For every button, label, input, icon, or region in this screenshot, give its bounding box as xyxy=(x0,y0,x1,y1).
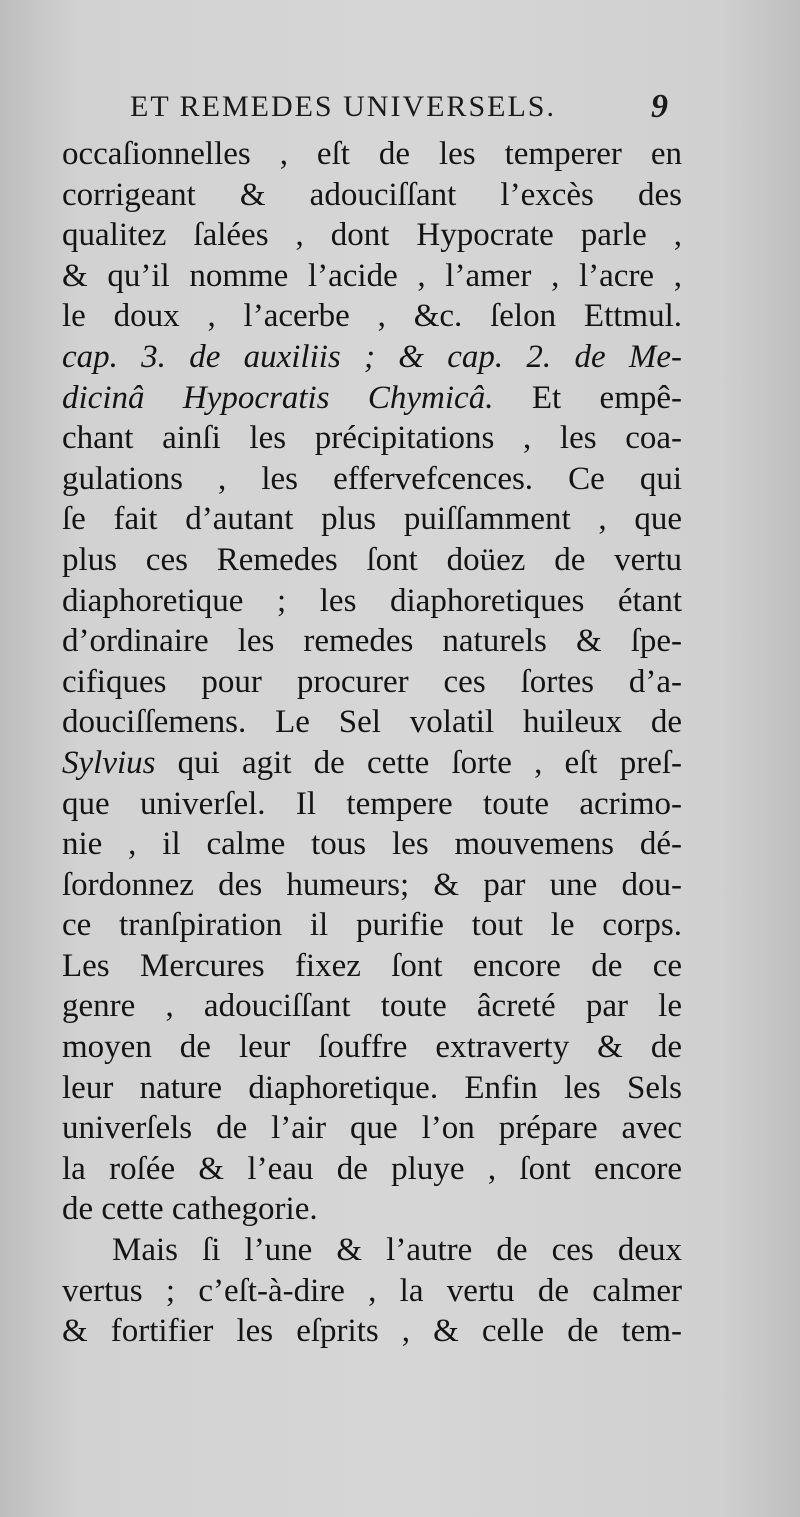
text-line: la roſée & l’eau de pluye , ſont encore xyxy=(62,1150,682,1187)
text-line xyxy=(62,378,682,419)
text-line: & fortifier les eſprits , & celle de tem- xyxy=(62,1313,682,1350)
text-fragment: qui agit de cette ſorte , eſt preſ- xyxy=(177,744,683,781)
text-line: vertus ; c’eſt-à-dire , la vertu de calmer xyxy=(62,1272,682,1309)
text-line: chant ainſi les précipitations , les coa- xyxy=(62,420,682,457)
text-line-paragraph-end: de cette cathegorie. xyxy=(62,1191,318,1228)
text-line: ſordonnez des humeurs; & par une dou- xyxy=(62,866,682,903)
text-line: diaphoretique ; les diaphoretiques étant xyxy=(62,582,682,619)
text-line: corrigeant & adouciſſant l’excès des xyxy=(62,176,682,213)
body-text xyxy=(62,134,682,1352)
text-line: le doux , l’acerbe , &c. ſelon Ettmul. xyxy=(62,298,682,335)
text-line: gulations , les effervefcences. Ce qui xyxy=(62,460,682,497)
text-line: que univerſel. Il tempere toute acrimo- xyxy=(62,785,682,822)
text-line: d’ordinaire les remedes naturels & ſpe- xyxy=(62,623,682,660)
text-line: plus ces Remedes ſont doüez de vertu xyxy=(62,541,682,578)
text-line: univerſels de l’air que l’on prépare avec xyxy=(62,1110,682,1147)
text-line: moyen de leur ſouffre extraverty & de xyxy=(62,1029,682,1066)
author-name: Sylvius xyxy=(62,744,156,781)
text-line: qualitez ſalées , dont Hypocrate parle , xyxy=(62,217,682,254)
citation-title: dicinâ Hypocratis Chymicâ. xyxy=(62,379,494,416)
text-line: ce tranſpiration il purifie tout le corps. xyxy=(62,907,682,944)
text-line: occaſionnelles , eſt de les temperer en xyxy=(62,136,682,172)
text-line: ſe fait d’autant plus puiſſamment , que xyxy=(62,501,682,538)
text-line: nie , il calme tous les mouvemens dé- xyxy=(62,826,682,863)
text-line: Les Mercures fixez ſont encore de ce xyxy=(62,947,682,984)
text-line: douciſſemens. Le Sel volatil huileux de xyxy=(62,704,682,741)
running-title: ET REMEDES UNIVERSELS. xyxy=(130,90,556,123)
text-line: & qu’il nomme l’acide , l’amer , l’acre , xyxy=(62,257,682,294)
text-line: cifiques pour procurer ces ſortes d’a- xyxy=(62,663,682,700)
text-line-paragraph-start: Mais ſi l’une & l’autre de ces deux xyxy=(112,1232,682,1269)
page-header xyxy=(120,88,680,128)
text-fragment: Et empê- xyxy=(531,379,683,416)
page-number: 9 xyxy=(651,88,668,125)
text-line: leur nature diaphoretique. Enfin les Sels xyxy=(62,1069,682,1106)
text-line: genre , adouciſſant toute âcreté par le xyxy=(62,988,682,1025)
text-line xyxy=(62,743,682,784)
text-line-citation: cap. 3. de auxiliis ; & cap. 2. de Me- xyxy=(62,338,682,375)
